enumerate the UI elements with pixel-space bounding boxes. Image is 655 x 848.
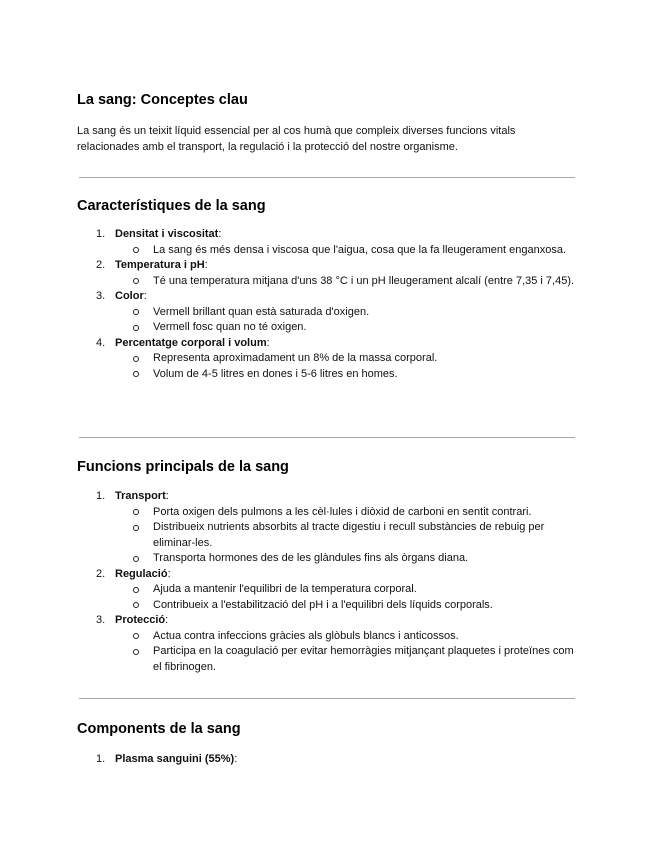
sub-item-text: Actua contra infeccions gràcies als glòbuls blancs i anticossos. [153, 629, 459, 642]
sub-list-item [115, 367, 577, 383]
list-item [77, 567, 577, 614]
list-item [77, 289, 577, 336]
sublist [115, 582, 577, 613]
bullet-circle-icon [133, 247, 139, 253]
bullet-circle-icon [133, 356, 139, 362]
bullet-circle-icon [133, 602, 139, 608]
item-number: 1. [96, 753, 106, 765]
sublist [115, 351, 577, 382]
sub-item-text: Participa en la coagulació per evitar hemorràgies mitjançant plaquetes i proteïnes com el fibrinogen. [153, 645, 574, 673]
item-number: 2. [96, 567, 106, 580]
sub-list-item [115, 274, 577, 290]
bullet-circle-icon [133, 371, 139, 377]
components-list [77, 752, 577, 768]
item-suffix: : [204, 259, 208, 271]
item-title: Color [115, 290, 144, 302]
funcions-list [77, 489, 577, 675]
bullet-circle-icon [133, 309, 139, 315]
item-number: 1. [96, 490, 106, 502]
section-heading-caracteristiques: Característiques de la sang [77, 198, 266, 214]
item-title: Percentatge corporal i volum [115, 336, 267, 349]
item-number: 2. [96, 259, 106, 271]
item-title: Regulació [115, 567, 168, 580]
sublist [115, 305, 577, 336]
item-title: Temperatura i pH [115, 259, 205, 271]
section-heading-funcions: Funcions principals de la sang [77, 459, 289, 475]
item-suffix: : [266, 336, 270, 349]
bullet-circle-icon [133, 525, 139, 531]
document-title: La sang: Conceptes clau [77, 92, 248, 108]
sub-list-item [115, 243, 577, 259]
item-number: 3. [96, 614, 106, 626]
bullet-circle-icon [133, 649, 139, 655]
item-suffix: : [234, 753, 238, 765]
item-number: 1. [96, 228, 106, 240]
sub-item-text: La sang és més densa i viscosa que l'aigua, cosa que la fa lleugerament enganxosa. [153, 243, 567, 256]
sub-list-item [115, 598, 577, 614]
sub-item-text: Distribueix nutrients absorbits al tracte digestiu i recull substàncies de rebuig per eliminar-les. [153, 521, 545, 549]
sub-item-text: Transporta hormones des de les glàndules fins als òrgans diana. [153, 552, 469, 564]
bullet-circle-icon [133, 633, 139, 639]
sub-item-text: Porta oxigen dels pulmons a les cèl·lules i diòxid de carboni en sentit contrari. [153, 505, 532, 518]
item-suffix: : [167, 567, 171, 580]
list-item [77, 489, 577, 567]
item-title: Densitat i viscositat [115, 228, 219, 240]
item-suffix: : [143, 290, 147, 302]
item-suffix: : [218, 228, 222, 240]
bullet-circle-icon [133, 509, 139, 515]
list-item [77, 258, 577, 289]
sublist [115, 629, 577, 676]
sub-item-text: Vermell brillant quan està saturada d'oxigen. [153, 305, 370, 318]
sublist [115, 274, 577, 290]
sub-item-text: Té una temperatura mitjana d'uns 38 °C i un pH lleugerament alcalí (entre 7,35 i 7,45). [153, 274, 575, 287]
item-title: Plasma sanguini (55%) [115, 753, 235, 765]
sub-list-item [115, 351, 577, 367]
sub-list-item [115, 505, 577, 521]
item-suffix: : [165, 614, 169, 626]
sub-item-text: Ajuda a mantenir l'equilibri de la temperatura corporal. [153, 583, 417, 595]
section-divider [79, 437, 575, 438]
bullet-circle-icon [133, 587, 139, 593]
sub-item-text: Contribueix a l'estabilització del pH i a l'equilibri dels líquids corporals. [153, 598, 493, 611]
caracteristiques-list [77, 227, 577, 382]
section-divider [79, 177, 575, 178]
sublist [115, 243, 577, 259]
list-item [77, 227, 577, 258]
sub-list-item [115, 305, 577, 321]
sub-list-item [115, 582, 577, 598]
section-divider [79, 698, 575, 699]
sub-list-item [115, 644, 577, 675]
list-item [77, 613, 577, 675]
sub-list-item [115, 320, 577, 336]
bullet-circle-icon [133, 278, 139, 284]
item-number: 3. [96, 290, 106, 302]
item-title: Transport [115, 490, 166, 502]
sublist [115, 505, 577, 567]
intro-paragraph: La sang és un teixit líquid essencial per al cos humà que compleix diverses funcions vitals relacionades amb el transport, la regulació i la protecció del nostre organisme. [77, 125, 516, 153]
list-item [77, 752, 577, 768]
sub-item-text: Vermell fosc quan no té oxigen. [153, 321, 307, 333]
sub-list-item [115, 551, 577, 567]
sub-item-text: Representa aproximadament un 8% de la massa corporal. [153, 352, 438, 364]
sub-list-item [115, 629, 577, 645]
item-suffix: : [165, 490, 169, 502]
bullet-circle-icon [133, 325, 139, 331]
section-heading-components: Components de la sang [77, 721, 241, 737]
bullet-circle-icon [133, 556, 139, 562]
list-item [77, 336, 577, 383]
sub-list-item [115, 520, 577, 551]
item-title: Protecció [115, 614, 166, 626]
sub-item-text: Volum de 4-5 litres en dones i 5-6 litres en homes. [153, 367, 398, 380]
item-number: 4. [96, 336, 106, 349]
